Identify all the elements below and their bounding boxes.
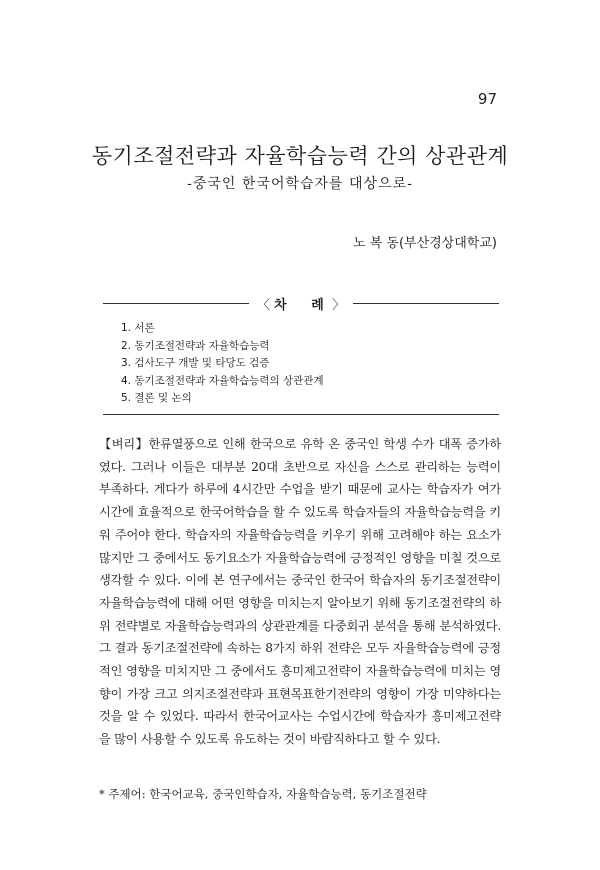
toc-label	[249, 294, 353, 313]
toc-item: 5. 결론 및 논의	[121, 392, 192, 405]
toc-open-bracket: 〈	[257, 298, 271, 313]
keywords	[99, 786, 501, 802]
page-number: 97	[477, 90, 497, 108]
keywords-text: 한국어교육, 중국인학습자, 자율학습능력, 동기조절전략	[149, 787, 427, 801]
toc-title: 차 례	[274, 298, 334, 313]
toc-bottom-rule	[103, 414, 499, 415]
abstract-label: 【벼리】	[99, 437, 149, 451]
toc-rule-right	[353, 303, 499, 304]
toc-rule-left	[103, 303, 249, 304]
abstract-text: 한류열풍으로 인해 한국으로 유학 온 중국인 학생 수가 대폭 증가하였다. 그러나 이들은 대부분 20대 초반으로 자신을 스스로 관리하는 능력이 부족하다. 게다가 하루에 4시간만 수업을 받기 때문에 교사는 학습자가 여가시간에 효율적으로 한국어학습을 할 수 있도록 학습자들의 자율학습능력을 키워 주어야 한다. 학습자의 자율학습능력을 키우기 위해 고려해야 하는 요소가 많지만 그 중에서도 동기요소가 자율학습능력에 긍정적인 영향을 미칠 것으로 생각할 수 있다. 이에 본 연구에서는 중국인 한국어 학습자의 동기조절전략이 자율학습능력에 대해 어떤 영향을 미치는지 알아보기 위해 동기조절전략의 하위 전략별로 자율학습능력과의 상관관계를 다중회귀 분석을 통해 분석하였다. 그 결과 동기조절전략에 속하는 8가지 하위 전략은 모두 자율학습능력에 긍정적인 영향을 미치지만 그 중에서도 흥미제고전략이 자율학습능력에 미치는 영향이 가장 크고 의지조절전략과 표현목표한기전략의 영향이 가장 미약하다는 것을 알 수 있었다. 따라서 한국어교사는 수업시간에 학습자가 흥미제고전략을 많이 사용할 수 있도록 유도하는 것이 바람직하다고 할 수 있다.	[99, 437, 502, 747]
abstract	[99, 433, 501, 751]
toc-item: 4. 동기조절전략과 자율학습능력의 상관관계	[121, 374, 324, 387]
paper-subtitle: -중국인 한국어학습자를 대상으로-	[187, 176, 413, 192]
toc-item: 2. 동기조절전략과 자율학습능력	[121, 339, 270, 352]
toc-header	[103, 294, 499, 313]
toc-item: 3. 검사도구 개발 및 타당도 검증	[121, 357, 270, 370]
toc-close-bracket: 〉	[331, 298, 345, 313]
toc-item: 1. 서론	[121, 322, 155, 334]
toc-list	[121, 320, 324, 408]
paper-title: 동기조절전략과 자율학습능력 간의 상관관계	[91, 144, 509, 168]
keywords-label: * 주제어:	[99, 787, 146, 801]
author: 노 복 동(부산경상대학교)	[353, 236, 497, 251]
